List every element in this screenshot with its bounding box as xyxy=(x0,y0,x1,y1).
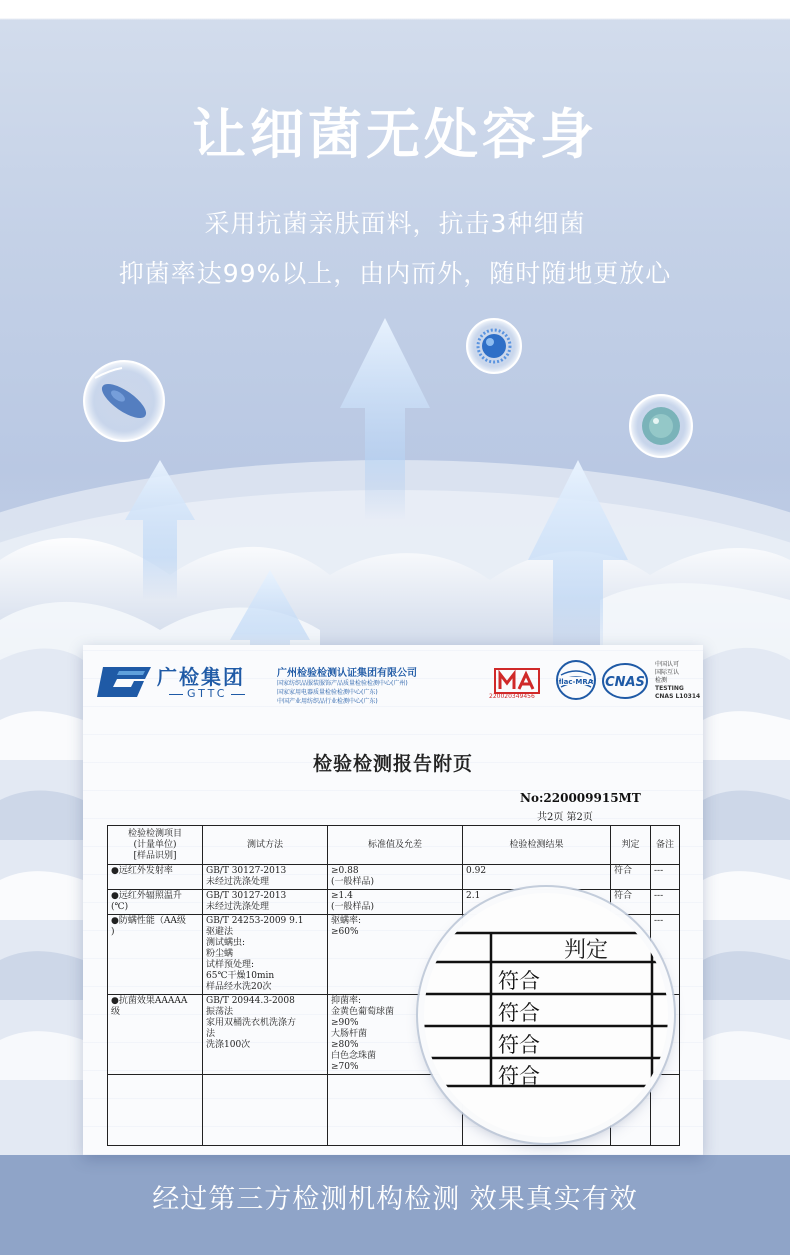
verdict-cell: 符合 xyxy=(611,890,651,915)
org-line: 中国产业用纺织品行业检测中心(广东) xyxy=(277,698,378,705)
verdict-cell: 符合 xyxy=(611,865,651,890)
org-name: 广州检验检测认证集团有限公司 xyxy=(277,668,417,679)
method-cell: GB/T 20944.3-2008 振荡法 家用双桶洗衣机洗涤方 法 洗涤100次 xyxy=(203,995,328,1075)
org-line: 国家家用电器质量检验检测中心(广东) xyxy=(277,689,378,696)
table-header-row xyxy=(108,826,680,865)
magnifier-cell: 符合 xyxy=(498,1064,540,1088)
brand-name: 广检集团 xyxy=(157,665,245,689)
cell-icon xyxy=(630,395,692,457)
bacteria-icon xyxy=(84,361,164,441)
item-cell: ●远红外发射率 xyxy=(108,865,203,890)
svg-text:ilac-MRA: ilac-MRA xyxy=(558,678,594,686)
report-title: 检验检测报告附页 xyxy=(312,753,473,775)
column-header: 备注 xyxy=(651,826,680,865)
note-cell: --- xyxy=(651,865,680,890)
cnas-logo xyxy=(601,661,649,701)
gttc-logo xyxy=(95,665,153,699)
method-cell: GB/T 24253-2009 9.1 驱避法 测试螨虫: 粉尘螨 试样预处理: 65℃干燥10min 样品经水洗20次 xyxy=(203,915,328,995)
standard-cell: 抑菌率: 金黄色葡萄球菌 ≥90% 大肠杆菌 ≥80% 白色念珠菌 ≥70% xyxy=(328,995,463,1075)
result-cell: 0.92 xyxy=(463,865,611,890)
cma-number: 220020349456 xyxy=(489,693,535,700)
magnifier-lens xyxy=(424,893,668,1137)
column-header: 检验检测结果 xyxy=(463,826,611,865)
magnifier-cell: 符合 xyxy=(498,1033,540,1057)
virus-icon xyxy=(467,319,521,373)
magnifier-cell: 符合 xyxy=(498,1001,540,1025)
note-cell: --- xyxy=(651,915,680,995)
column-header: 判定 xyxy=(611,826,651,865)
standard-cell: ≥1.4 (一般样品) xyxy=(328,890,463,915)
standard-cell: 驱螨率: ≥60% xyxy=(328,915,463,995)
method-cell: GB/T 30127-2013 未经过洗涤处理 xyxy=(203,890,328,915)
note-cell: --- xyxy=(651,890,680,915)
column-header: 测试方法 xyxy=(203,826,328,865)
subline-fabric: 采用抗菌亲肤面料，抗击3种细菌 xyxy=(204,209,586,238)
brand-code: GTTC xyxy=(165,687,249,700)
ilac-mra-logo xyxy=(555,659,597,701)
column-header: 检验检测项目 (计量单位) [样品识别] xyxy=(108,826,203,865)
item-cell: ●抗菌效果AAAAA 级 xyxy=(108,995,203,1075)
bottom-caption: 经过第三方检测机构检测 效果真实有效 xyxy=(152,1184,638,1215)
report-pages: 共2页 第2页 xyxy=(537,812,593,823)
method-cell: GB/T 30127-2013 未经过洗涤处理 xyxy=(203,865,328,890)
standard-cell: ≥0.88 (一般样品) xyxy=(328,865,463,890)
table-row xyxy=(108,865,680,890)
cnas-text: 中国认可 国际互认 检测 TESTING CNAS L10314 xyxy=(655,661,701,700)
result-cell: 2.1 xyxy=(463,890,611,915)
headline: 让细菌无处容身 xyxy=(192,103,598,166)
column-header: 标准值及允差 xyxy=(328,826,463,865)
report-number: No:220009915MT xyxy=(520,791,641,805)
item-cell: ●防螨性能（AA级 ) xyxy=(108,915,203,995)
magnifier-cell: 符合 xyxy=(498,969,540,993)
magnifier-header: 判定 xyxy=(564,938,609,963)
svg-text:CNAS: CNAS xyxy=(605,675,645,690)
magnifier-grid xyxy=(424,893,668,1137)
item-cell: ●远红外辐照温升 (℃) xyxy=(108,890,203,915)
org-line: 国家纺织品服装服饰产品质量检验检测中心(广州) xyxy=(277,680,408,687)
subline-rate: 抑菌率达99%以上，由内而外，随时随地更放心 xyxy=(118,259,672,288)
